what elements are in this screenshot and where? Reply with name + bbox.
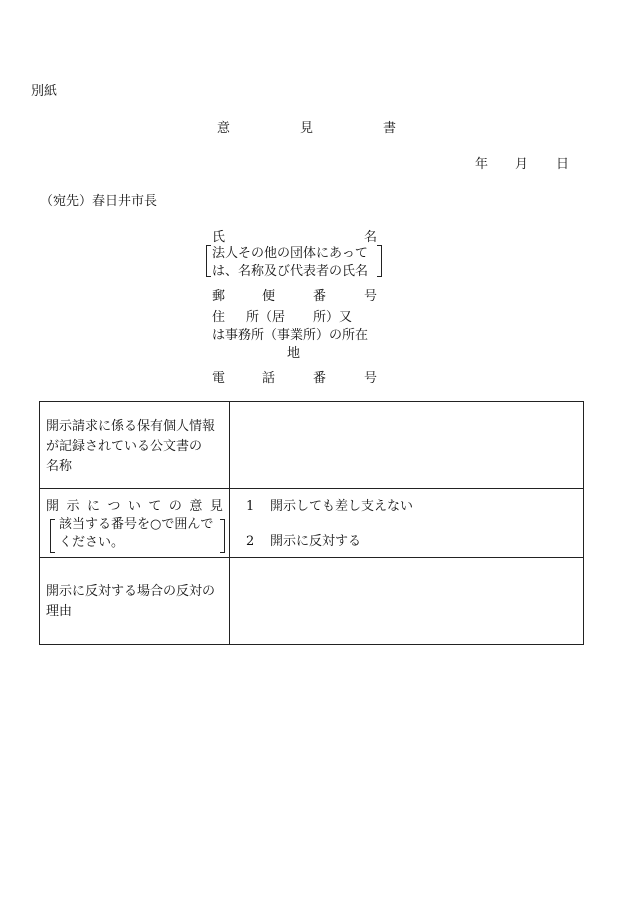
date-month: 月 <box>515 157 529 172</box>
table-row <box>40 558 584 645</box>
disclosure-opinion-label-cell <box>40 489 230 558</box>
address-label-line-2: は事務所（事業所）の所在 <box>212 328 369 343</box>
phone-label-char-2: 話 <box>262 371 276 386</box>
opinion-heading-char: 示 <box>66 499 80 514</box>
document-name-label-line-2: が記録されている公文書の <box>46 439 203 454</box>
name-label-char-2: 名 <box>364 230 378 245</box>
disclosure-options-cell <box>230 489 584 558</box>
phone-label-char-1: 電 <box>212 371 226 386</box>
address-label-part-1: 住 <box>212 310 226 325</box>
opinion-heading-char: 開 <box>46 499 60 514</box>
option-2-text: 開示に反対する <box>270 534 362 549</box>
opinion-heading-char: 見 <box>209 499 223 514</box>
corp-note-left-bracket <box>206 245 211 277</box>
document-name-value-cell[interactable] <box>230 402 584 489</box>
option-2[interactable] <box>246 532 361 552</box>
opinion-note-left-bracket <box>50 519 55 553</box>
opinion-note-line-1: 該当する番号を○で囲んで <box>59 517 214 532</box>
table-row <box>40 402 584 489</box>
postal-label-char-3: 番 <box>313 289 327 304</box>
option-2-number: 2 <box>246 534 255 549</box>
objection-reason-value-cell[interactable] <box>230 558 584 645</box>
attachment-label: 別紙 <box>31 84 58 99</box>
document-title-char-3: 書 <box>383 121 397 136</box>
opinion-heading-char: て <box>148 499 162 514</box>
document-title-char-1: 意 <box>217 121 231 136</box>
opinion-note-line-2: ください。 <box>59 535 125 550</box>
postal-label-char-2: 便 <box>262 289 276 304</box>
address-label-part-3: 所）又 <box>313 310 353 325</box>
date-day: 日 <box>556 157 570 172</box>
option-1-text: 開示しても差し支えない <box>270 499 414 514</box>
postal-label-char-4: 号 <box>364 289 378 304</box>
addressee: （宛先）春日井市長 <box>40 194 158 209</box>
opinion-heading-char: 意 <box>189 499 203 514</box>
date-year: 年 <box>475 157 489 172</box>
corp-note-right-bracket <box>377 245 382 277</box>
opinion-heading <box>46 497 223 517</box>
opinion-heading-char: つ <box>107 499 121 514</box>
name-label-char-1: 氏 <box>212 230 226 245</box>
address-label-line-3: 地 <box>287 346 301 361</box>
option-1-number: 1 <box>246 499 255 514</box>
corp-note-line-2: は、名称及び代表者の氏名 <box>212 264 369 279</box>
objection-reason-label-line-1: 開示に反対する場合の反対の <box>46 584 216 599</box>
opinion-heading-char: の <box>168 499 182 514</box>
document-name-label-line-1: 開示請求に係る保有個人情報 <box>46 419 216 434</box>
opinion-heading-char: に <box>86 499 100 514</box>
document-name-label-line-3: 名称 <box>46 459 73 474</box>
objection-reason-label-line-2: 理由 <box>46 604 73 619</box>
document-name-label-cell <box>40 402 230 489</box>
address-label-part-2: 所（居 <box>246 310 286 325</box>
option-1[interactable] <box>246 497 413 517</box>
postal-label-char-1: 郵 <box>212 289 226 304</box>
opinion-table <box>39 401 584 645</box>
document-title-char-2: 見 <box>300 121 314 136</box>
table-row <box>40 489 584 558</box>
opinion-note-right-bracket <box>220 519 225 553</box>
opinion-heading-char: い <box>127 499 141 514</box>
objection-reason-label-cell <box>40 558 230 645</box>
phone-label-char-4: 号 <box>364 371 378 386</box>
corp-note-line-1: 法人その他の団体にあって <box>212 246 368 261</box>
phone-label-char-3: 番 <box>313 371 327 386</box>
